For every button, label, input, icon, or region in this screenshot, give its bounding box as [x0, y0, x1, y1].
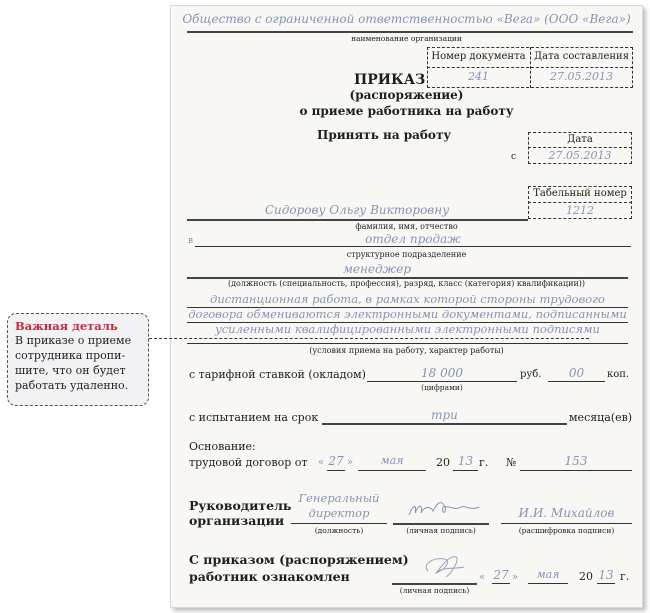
quote-close: »: [512, 572, 519, 583]
contract-year-line: [453, 470, 478, 471]
ack-year: 13: [598, 568, 614, 582]
employee-name-caption: фамилия, имя, отчество: [355, 222, 458, 231]
probation-label: с испытанием на срок: [189, 411, 319, 424]
year-suffix: г.: [620, 570, 630, 583]
contract-label: трудовой договор от: [189, 456, 308, 469]
doc-date-header: Дата составления: [533, 51, 630, 62]
callout-line: шите, что он будет: [15, 364, 126, 377]
ack-label-line-2: работник ознакомлен: [189, 569, 350, 584]
org-name-caption: наименование организации: [351, 34, 462, 43]
conditions-line-1: дистанционная работа, в рамках которой стороны трудового: [210, 292, 605, 306]
tab-number-value: 1212: [566, 204, 594, 217]
ack-signature-line: [392, 583, 477, 585]
department-value: отдел продаж: [365, 232, 461, 246]
position-caption: (должность (специальность, профессия), разряд, класс (категория) квалификации)): [227, 279, 586, 288]
department-prefix: в: [188, 236, 194, 246]
conditions-underline: [187, 343, 628, 344]
head-position-line-1: Генеральный: [298, 491, 380, 505]
org-name-line: [187, 31, 633, 33]
kop-line: [548, 381, 605, 382]
year-prefix: 20: [436, 456, 450, 469]
callout-title: Важная деталь: [15, 319, 118, 333]
contract-number-line: [520, 470, 632, 471]
callout-leader-line: [149, 338, 589, 339]
number-sign: №: [506, 456, 517, 469]
order-document: [170, 5, 643, 608]
doc-date-value: 27.05.2013: [550, 70, 613, 83]
ack-signature-caption: (личная подпись): [399, 586, 470, 595]
head-label-line-1: Руководитель: [189, 498, 292, 513]
ack-day-line: [492, 583, 510, 584]
contract-month-line: [358, 470, 426, 471]
ack-month: мая: [536, 568, 560, 581]
order-subject: о приеме работника на работу: [299, 104, 514, 118]
kop-label: коп.: [607, 369, 630, 380]
callout-line: сотрудника пропи-: [15, 349, 126, 362]
head-signature-caption: (личная подпись): [406, 526, 476, 535]
hire-date-value: 27.05.2013: [548, 149, 612, 162]
quote-open: «: [479, 572, 486, 583]
doc-number-value: 241: [468, 70, 489, 83]
probation-line: [322, 423, 567, 425]
ack-month-line: [528, 583, 568, 584]
hire-heading: Принять на работу: [317, 128, 452, 142]
order-title: ПРИКАЗ: [354, 72, 426, 88]
department-line: [195, 246, 631, 247]
ack-day: 27: [493, 568, 509, 582]
callout-line: работать удаленно.: [15, 379, 129, 392]
ack-year-line: [597, 583, 615, 584]
department-caption: структурное подразделение: [346, 250, 467, 259]
year-prefix: 20: [579, 570, 593, 583]
important-detail-callout: [7, 313, 149, 406]
callout-line: В приказе о приеме: [15, 334, 132, 347]
hire-date-prefix: с: [511, 152, 517, 162]
salary-value: 18 000: [421, 366, 463, 380]
order-subtitle: (распоряжение): [349, 88, 464, 102]
year-suffix: г.: [479, 456, 489, 469]
head-signature-icon: [401, 493, 486, 523]
rub-label: руб.: [520, 369, 542, 380]
head-name-caption: (расшифровка подписи): [518, 526, 615, 535]
contract-number: 153: [564, 454, 588, 468]
conditions-line-2: договора обмениваются электронными документами, подписанными: [188, 307, 627, 321]
quote-open: «: [318, 457, 325, 468]
head-label-line-2: организации: [189, 513, 285, 528]
contract-day: 27: [328, 454, 344, 468]
head-position-line-2: директор: [308, 506, 370, 520]
salary-label: с тарифной ставкой (окладом): [189, 368, 366, 381]
table-divider: [528, 147, 632, 148]
hire-date-header: Дата: [567, 134, 593, 145]
table-divider: [528, 202, 632, 203]
employee-name-line: [187, 219, 528, 221]
contract-day-line: [327, 470, 345, 471]
employee-signature-icon: [416, 551, 476, 583]
salary-line: [367, 381, 517, 382]
head-position-caption: (должность): [314, 526, 364, 535]
tab-number-header: Табельный номер: [533, 188, 627, 199]
probation-unit: месяца(ев): [569, 411, 633, 424]
head-position-line: [291, 523, 387, 524]
quote-close: »: [347, 457, 354, 468]
head-name-line: [501, 523, 632, 524]
ack-label-line-1: С приказом (распоряжением): [189, 552, 409, 567]
org-name: Общество с ограниченной ответственностью «Вега» (ООО «Вега»): [182, 12, 631, 26]
kop-value: 00: [568, 366, 585, 380]
probation-value: три: [431, 408, 458, 422]
employee-name: Сидорову Ольгу Викторовну: [264, 203, 450, 217]
basis-label: Основание:: [189, 440, 256, 453]
head-signature-line: [393, 523, 489, 525]
conditions-caption: (условия приема на работу, характер работы): [309, 346, 504, 355]
doc-number-header: Номер документа: [431, 51, 526, 62]
salary-caption: (цифрами): [421, 383, 463, 392]
contract-year: 13: [457, 454, 474, 468]
head-name: И.И. Михайлов: [518, 506, 615, 520]
contract-month: мая: [380, 454, 404, 467]
position-value: менеджер: [342, 262, 412, 276]
conditions-line-3: усиленными квалифицированными электронными подписями: [215, 322, 600, 336]
